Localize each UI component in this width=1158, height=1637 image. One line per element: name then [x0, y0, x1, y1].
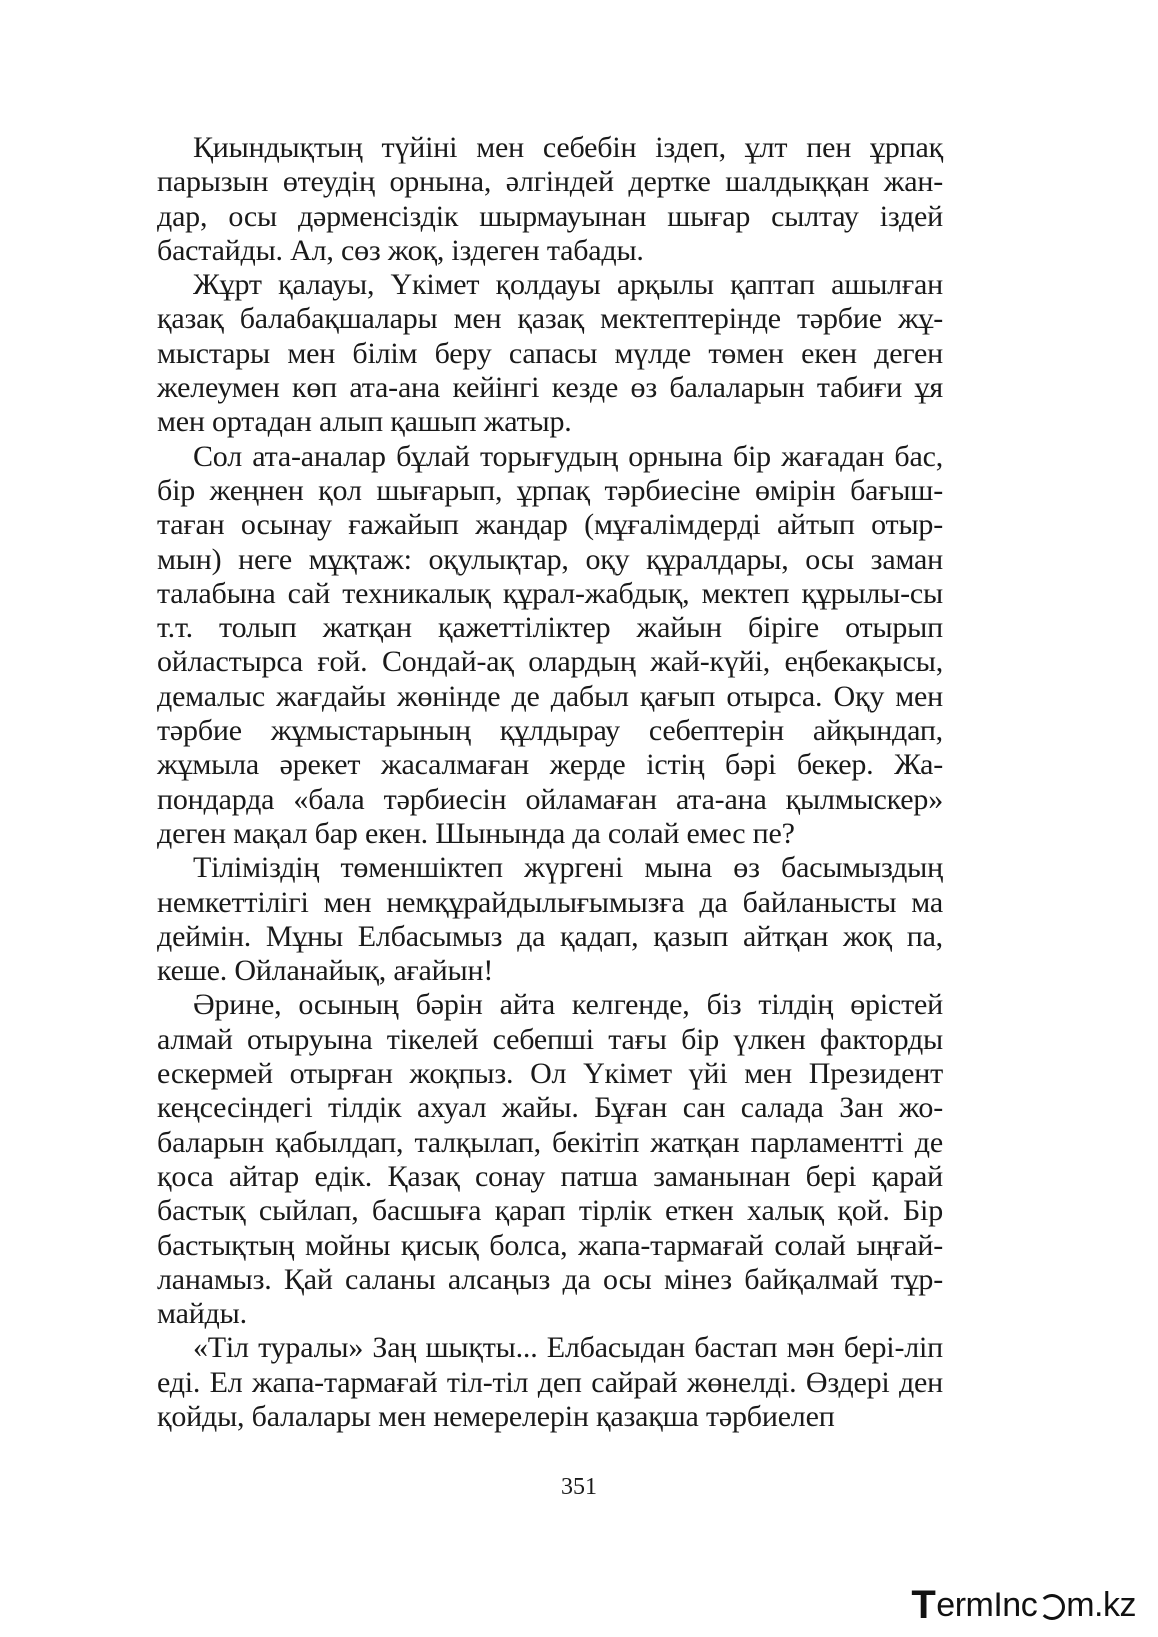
- paragraph-1: Қиындықтың түйіні мен себебін іздеп, ұлт пен ұрпақ парызын өтеудің орнына, әлгіндей дертке шалдыққан жан-дар, осы дәрменсіздік шырмауынан шығар сылтау іздей бастайды. Ал, сөз жоқ, іздеген табады.: [157, 131, 943, 267]
- page-body: [157, 131, 943, 1434]
- watermark-text-middle: ermInc: [936, 1585, 1038, 1624]
- paragraph-3: Сол ата-аналар бұлай торығудың орнына бір жағадан бас, бір жеңнен қол шығарып, ұрпақ тәрбиесіне өмірін бағыш-таған осынау ғажайып жандар (мұғалімдерді айтып отыр-мын) неге мұқтаж: оқулықтар, оқу құралдары, осы заман талабына сай техникалық құрал-жабдық, мектеп құрылы-сы т.т. толып жатқан қажеттіліктер жайын біріге отырып ойластырса ғой. Сондай-ақ олардың жай-күйі, еңбекақысы, демалыс жағдайы жөнінде де дабыл қағып отырса. Оқу мен тәрбие жұмыстарының құлдырау себептерін айқындап, жұмыла әрекет жасалмаған жерде істің бәрі бекер. Жа-пондарда «бала тәрбиесін ойламаған ата-ана қылмыскер» деген мақал бар екен. Шынында да солай емес пе?: [157, 439, 943, 850]
- page-number: 351: [561, 1474, 597, 1500]
- paragraph-2: Жұрт қалауы, Үкімет қолдауы арқылы қаптап ашылған қазақ балабақшалары мен қазақ мектептерінде тәрбие жұ-мыстары мен білім беру сапасы мүлде төмен екен деген желеумен көп ата-ана кейінгі кезде өз балаларын табиғи ұя мен ортадан алып қашып жатыр.: [157, 268, 943, 439]
- watermark-letter-t: T: [911, 1582, 936, 1627]
- site-watermark-logo: [911, 1583, 1136, 1627]
- paragraph-6: «Тіл туралы» Заң шықты... Елбасыдан бастап мән бері-ліп еді. Ел жапа-тармағай тіл-тіл деп сайрай жөнелді. Өздері ден қойды, балалары мен немерелерін қазақша тәрбиелеп: [157, 1331, 943, 1433]
- paragraph-4: Тіліміздің төменшіктеп жүргені мына өз басымыздың немкеттілігі мен немқұрайдылығымызға да байланысты ма деймін. Мұны Елбасымыз да қадап, қазып айтқан жоқ па, кеше. Ойланайық, ағайын!: [157, 851, 943, 988]
- ring-o-icon: [1039, 1594, 1065, 1620]
- watermark-text-end: m.kz: [1066, 1585, 1136, 1624]
- paragraph-5: Әрине, осының бәрін айта келгенде, біз тілдің өрістей алмай отыруына тікелей себепші тағы бір үлкен факторды ескермей отырған жоқпыз. Ол Үкімет үйі мен Президент кеңсесіндегі тілдік ахуал жайы. Бұған сан салада Зан жо-баларын қабылдап, талқылап, бекітіп жатқан парламентті де қоса айтар едік. Қазақ сонау патша заманынан бері қарай бастық сыйлап, басшыға қарап тірлік еткен халық қой. Бір бастықтың мойны қисық болса, жапа-тармағай солай ыңғай-ланамыз. Қай саланы алсаңыз да осы мінез байқалмай тұр-майды.: [157, 988, 943, 1331]
